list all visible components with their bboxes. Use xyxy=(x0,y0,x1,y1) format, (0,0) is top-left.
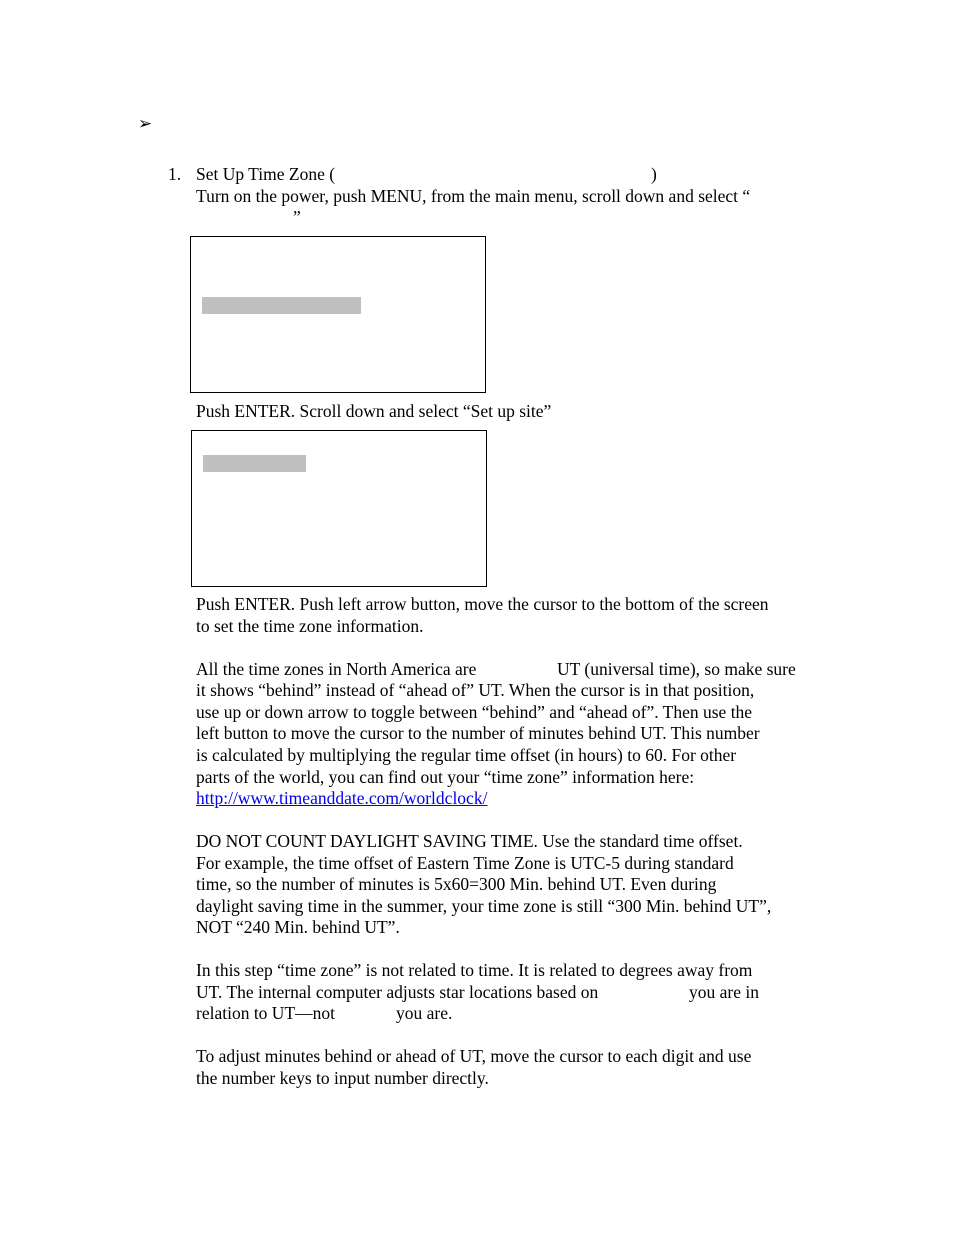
degrees-line-1: In this step “time zone” is not related to time. It is related to degrees away from xyxy=(196,960,753,980)
north-america-line-1-end: UT (universal time), so make sure xyxy=(557,659,796,679)
adjust-line-2: the number keys to input number directly. xyxy=(196,1068,489,1088)
north-america-line-3: use up or down arrow to toggle between “behind” and “ahead of”. Then use the xyxy=(196,702,753,722)
degrees-line-3-end: you are. xyxy=(396,1003,453,1023)
degrees-line-3-start: relation to UT—not xyxy=(196,1003,336,1023)
push-enter-instruction-2-line-2: to set the time zone information. xyxy=(196,616,424,636)
dst-line-1: DO NOT COUNT DAYLIGHT SAVING TIME. Use the standard time offset. xyxy=(196,831,743,851)
north-america-line-6: parts of the world, you can find out your “time zone” information here: xyxy=(196,767,695,787)
push-enter-instruction-2-line-1: Push ENTER. Push left arrow button, move the cursor to the bottom of the screen xyxy=(196,594,769,614)
menu-screen-2 xyxy=(191,430,487,587)
dst-line-2: For example, the time offset of Eastern Time Zone is UTC-5 during standard xyxy=(196,853,734,873)
menu-highlight-bar xyxy=(202,297,361,314)
north-america-line-2: it shows “behind” instead of “ahead of” UT. When the cursor is in that position, xyxy=(196,680,755,700)
step-title-start: Set Up Time Zone ( xyxy=(196,164,336,184)
step-intro-line-2: ” xyxy=(293,207,301,227)
dst-line-4: daylight saving time in the summer, your time zone is still “300 Min. behind UT”, xyxy=(196,896,772,916)
dst-line-5: NOT “240 Min. behind UT”. xyxy=(196,917,400,937)
worldclock-link[interactable]: http://www.timeanddate.com/worldclock/ xyxy=(196,788,488,808)
set-up-site-highlight-bar xyxy=(203,455,306,472)
bullet-arrow-icon: ➢ xyxy=(138,114,153,134)
adjust-line-1: To adjust minutes behind or ahead of UT, move the cursor to each digit and use xyxy=(196,1046,752,1066)
step-number: 1. xyxy=(168,164,182,184)
dst-line-3: time, so the number of minutes is 5x60=300 Min. behind UT. Even during xyxy=(196,874,717,894)
north-america-line-5: is calculated by multiplying the regular time offset (in hours) to 60. For other xyxy=(196,745,737,765)
step-intro-line-1: Turn on the power, push MENU, from the main menu, scroll down and select “ xyxy=(196,186,751,206)
degrees-line-2-start: UT. The internal computer adjusts star locations based on xyxy=(196,982,599,1002)
north-america-line-4: left button to move the cursor to the number of minutes behind UT. This number xyxy=(196,723,760,743)
degrees-line-2-end: you are in xyxy=(689,982,759,1002)
push-enter-instruction-1: Push ENTER. Scroll down and select “Set up site” xyxy=(196,401,552,421)
worldclock-link-wrap xyxy=(196,788,487,809)
step-title-end: ) xyxy=(651,164,657,184)
north-america-line-1-start: All the time zones in North America are xyxy=(196,659,477,679)
menu-screen-1 xyxy=(190,236,486,393)
